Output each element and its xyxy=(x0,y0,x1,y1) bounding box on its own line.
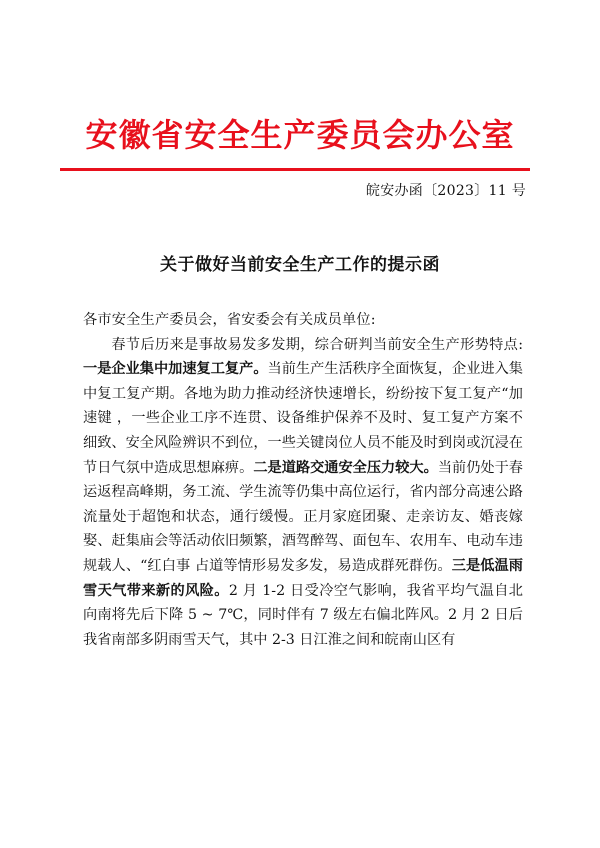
red-header-divider xyxy=(60,168,530,171)
key-point-road-traffic: 二是道路交通安全压力较大。 xyxy=(253,459,438,476)
body-paragraph xyxy=(83,333,523,653)
issuing-office-title: 安徽省安全生产委员会办公室 xyxy=(85,116,515,154)
paragraph-text: 春节后历来是事故易发多发期，综合研判当前安全生产形势特点: xyxy=(111,336,523,353)
document-title: 关于做好当前安全生产工作的提示函 xyxy=(160,255,440,275)
paragraph-text: 2 月 1-2 日受冷空气影响，我省平均气温自北向南将先后下降 5 ~ 7℃，同时伴有 7 级左右偏北阵风。2 月 2 日后我省南部多阴雨雪天气，其中 2-3 日江淮之间和皖南山区有 xyxy=(83,582,523,648)
key-point-weather-risk: 三是低温雨雪天气带来新的风险。 xyxy=(83,557,523,599)
document-body xyxy=(83,308,523,652)
document-number: 皖安办函〔2023〕11 号 xyxy=(365,183,526,199)
paragraph-text: 当前仍处于春运返程高峰期，务工流、学生流等仍集中高位运行，省内部分高速公路流量处于超饱和状态，通行缓慢。正月家庭团聚、走亲访友、婚丧嫁娶、赶集庙会等活动依旧频繁，酒驾醉驾、面包车、农用车、电动车违规载人、“红白事 占道等情形易发多发，易造成群死群伤。 xyxy=(83,459,523,574)
paragraph-text: 当前生产生活秩序全面恢复，企业进入集中复工复产期。各地为助力推动经济快速增长，纷纷按下复工复产“加速键 ，一些企业工序不连贯、设备维护保养不及时、复工复产方案不细致、安全风险辨识不到位，一些关键岗位人员不能及时到岗或沉浸在节日气氛中造成思想麻痹。 xyxy=(83,361,523,476)
salutation: 各市安全生产委员会，省安委会有关成员单位: xyxy=(83,312,376,328)
key-point-enterprise-resumption: 一是企业集中加速复工复产。 xyxy=(83,361,268,378)
